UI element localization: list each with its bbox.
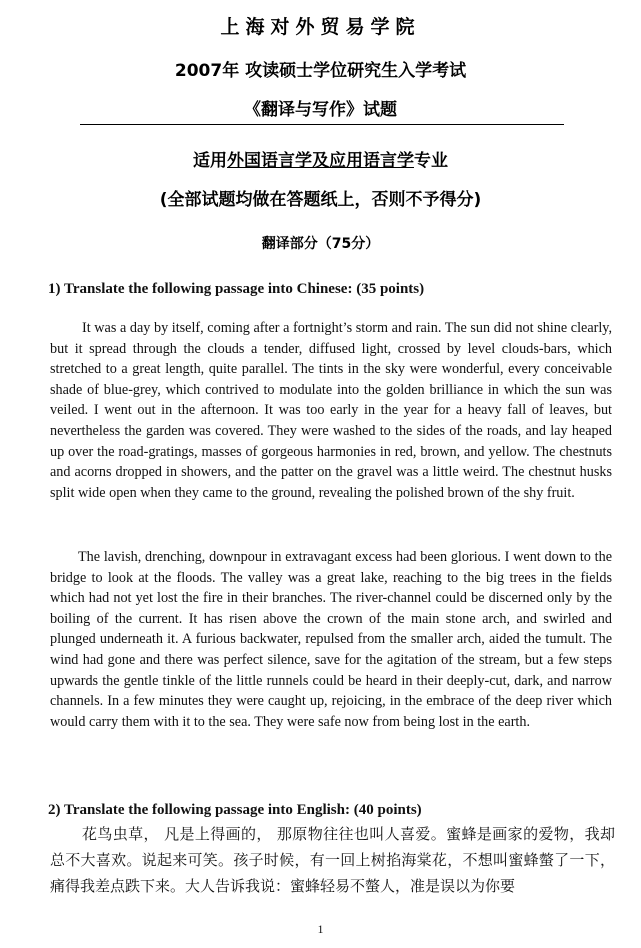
- question-2-heading: 2) Translate the following passage into English: (40 points): [48, 802, 422, 818]
- exam-title: 2007年 攻读硕士学位研究生入学考试: [174, 61, 467, 81]
- paper-title: 《翻译与写作》试题: [244, 100, 397, 120]
- answer-notice: (全部试题均做在答题纸上，否则不予得分): [159, 190, 482, 210]
- major-suffix: 专业: [414, 151, 448, 171]
- applicable-major: [0, 146, 641, 171]
- page-number: 1: [317, 922, 324, 936]
- header-divider: [80, 124, 564, 125]
- section-title: 翻译部分（75分）: [261, 236, 380, 252]
- question-1-paragraph-1: It was a day by itself, coming after a fortnight’s storm and rain. The sun did not shine clearly, but it spread through the clouds a tender, diffused light, crossed by level clouds-bars, which stretched to a great length, quite parallel. The tints in the sky were wonderful, every conceivable shade of blue-grey, which contrived to modulate into the golden brilliance in which the sun was veiled. I went out in the afternoon. It was too early in the year for a heavy fall of leaves, but nevertheless the garden was covered. They were washed to the sides of the roads, and lay heaped up over the road-gratings, masses of gorgeous harmonies in red, brown, and yellow. The chestnuts and acorns dropped in showers, and the patter on the gravel was a little weird. The chestnut husks split wide open when they came to the ground, revealing the polished brown of the shy fruit.: [50, 320, 612, 501]
- major-prefix: 适用: [193, 151, 227, 171]
- question-1-heading: 1) Translate the following passage into Chinese: (35 points): [48, 281, 425, 297]
- question-2-paragraph: 花鸟虫草， 凡是上得画的， 那原物往往也叫人喜爱。蜜蜂是画家的爱物，我却总不大喜欢。说起来可笑。孩子时候，有一回上树掐海棠花，不想叫蜜蜂螫了一下，痛得我差点跌下来。大人告诉我说：蜜蜂轻易不螫人，准是误以为你要: [50, 825, 615, 895]
- university-title: 上海对外贸易学院: [220, 16, 421, 38]
- major-name: 外国语言学及应用语言学: [227, 151, 414, 171]
- question-1-paragraph-2: The lavish, drenching, downpour in extravagant excess had been glorious. I went down to the bridge to look at the floods. The valley was a great lake, reaching to the big trees in the fields which had not yet lost the fire in their branches. The river-channel could be discerned only by the boiling of the current. It has risen above the crown of the main stone arch, and swirled and plunged underneath it. A furious backwater, repulsed from the smaller arch, aided the tumult. The wind had gone and there was perfect silence, save for the agitation of the stream, but a few steps upwards the gentle tinkle of the little runnels could be heard in their deeply-cut, dark, and narrow channels. In a few minutes they were caught up, rejoicing, in the embrace of the deep river which would carry them with it to the sea. They were safe now from being lost in the earth.: [50, 549, 612, 730]
